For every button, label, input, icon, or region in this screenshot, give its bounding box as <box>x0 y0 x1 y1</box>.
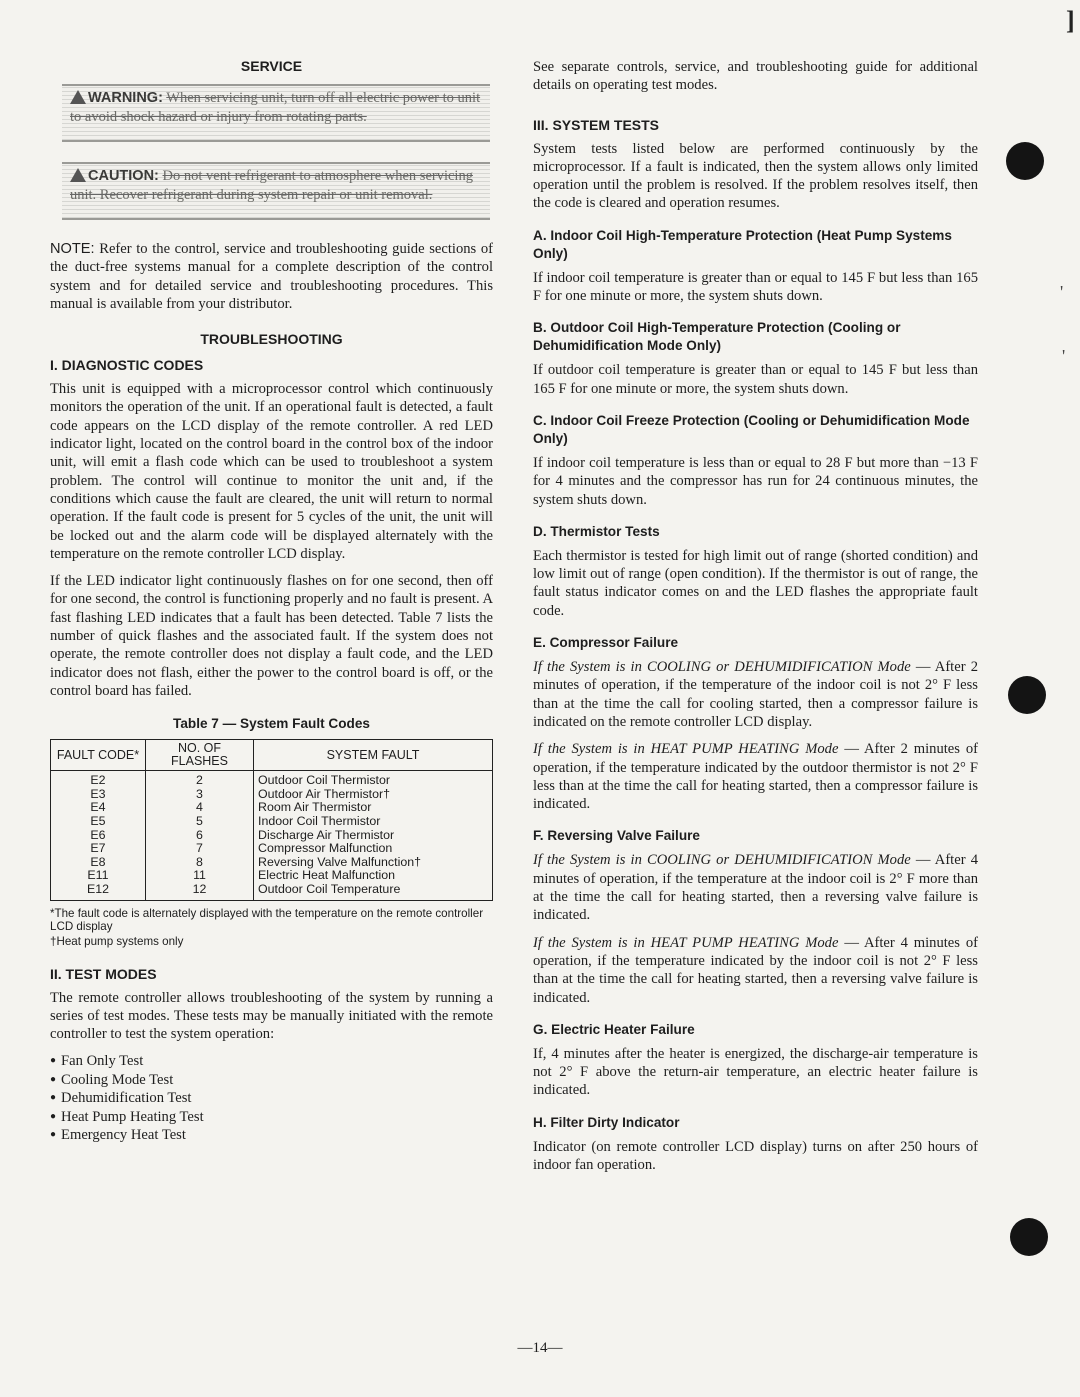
table-row <box>51 842 493 856</box>
note-text: Refer to the control, service and troubleshooting guide sections of the duct-free systems manual for a complete description of the control system and for detailed service and troubleshooting procedures. This manual is available from your distributor. <box>50 241 493 312</box>
test-mode-list <box>50 1052 493 1145</box>
cell-flashes: 8 <box>146 856 254 870</box>
cell-code: E4 <box>51 801 146 815</box>
header-system-fault: SYSTEM FAULT <box>254 740 493 771</box>
section-e-paragraph-2 <box>533 740 978 813</box>
cell-code: E7 <box>51 842 146 856</box>
cell-fault: Outdoor Coil Thermistor <box>254 771 493 788</box>
cell-code: E6 <box>51 829 146 843</box>
test-modes-heading: II. TEST MODES <box>50 965 157 982</box>
diagnostic-paragraph-2: If the LED indicator light continuously flashes on for one second, then off for one second, the control is functioning properly and no fault is present. A fast flashing LED indicates that a fault has been detected. Table 7 lists the number of quick flashes and the associated fault. If the system does not operate, the remote controller does not display a fault code, and the LED indicator does not flash, either the power to the control board is off, or the control board has failed. <box>50 573 493 699</box>
cell-code: E8 <box>51 856 146 870</box>
warning-text: When servicing unit, turn off all electric power to unit to avoid shock hazard or injury from rotating parts. <box>70 90 481 125</box>
section-e-heating-lead: If the System is in HEAT PUMP HEATING Mode <box>533 741 839 758</box>
punch-hole-2 <box>1008 676 1046 714</box>
section-b-heading: B. Outdoor Coil High-Temperature Protection (Cooling or Dehumidification Mode Only) <box>533 320 901 354</box>
fault-codes-table <box>50 739 493 900</box>
section-f-paragraph-2 <box>533 934 978 1007</box>
cell-flashes: 12 <box>146 883 254 900</box>
punch-hole-1 <box>1006 142 1044 180</box>
list-item: ● Fan Only Test <box>50 1052 493 1071</box>
table-row <box>51 883 493 900</box>
cell-code: E12 <box>51 883 146 900</box>
cell-fault: Indoor Coil Thermistor <box>254 815 493 829</box>
section-e-heating-text: — After 2 minutes of operation, if the temperature indicated by the outdoor thermistor is not 2° F less than at the time the call for heating started, then a compressor failure is indicated. <box>533 741 978 813</box>
section-f-cooling-text: — After 4 minutes of operation, if the temperature at the indoor coil is 2° F more than at the time the call for heating started, then a reversing valve failure is indicated. <box>533 852 978 924</box>
cell-fault: Outdoor Coil Temperature <box>254 883 493 900</box>
cell-code: E3 <box>51 788 146 802</box>
diagnostic-codes-heading: I. DIAGNOSTIC CODES <box>50 357 204 374</box>
corner-mark: ] <box>1066 6 1075 35</box>
service-heading: SERVICE <box>240 58 303 74</box>
section-e-heading: E. Compressor Failure <box>533 635 679 651</box>
caution-text: Do not vent refrigerant to atmosphere when servicing unit. Recover refrigerant during system repair or unit removal. <box>70 168 473 203</box>
left-column <box>50 58 493 1145</box>
table-row <box>51 856 493 870</box>
table-footnote-2: †Heat pump systems only <box>50 934 184 948</box>
table-header-row <box>51 740 493 771</box>
section-g-heading: G. Electric Heater Failure <box>533 1021 695 1037</box>
list-item: ● Dehumidification Test <box>50 1089 493 1108</box>
section-b-paragraph: If outdoor coil temperature is greater than or equal to 145 F but less than 165 F for one minute or more, the system shuts down. <box>533 362 978 397</box>
section-h-heading: H. Filter Dirty Indicator <box>533 1114 680 1130</box>
cell-fault: Electric Heat Malfunction <box>254 869 493 883</box>
cell-fault: Room Air Thermistor <box>254 801 493 815</box>
table-footnote-1: *The fault code is alternately displayed with the temperature on the remote controller LCD display <box>50 906 484 933</box>
cell-fault: Reversing Valve Malfunction† <box>254 856 493 870</box>
intro-paragraph: See separate controls, service, and troubleshooting guide for additional details on operating test modes. <box>533 59 978 94</box>
cell-code: E11 <box>51 869 146 883</box>
table-title: Table 7 — System Fault Codes <box>173 716 370 732</box>
list-item: ● Emergency Heat Test <box>50 1126 493 1145</box>
right-column <box>533 58 978 1183</box>
cell-flashes: 6 <box>146 829 254 843</box>
page-number: —14— <box>517 1340 563 1356</box>
header-flashes: NO. OF FLASHES <box>146 740 254 771</box>
list-item: ● Heat Pump Heating Test <box>50 1108 493 1127</box>
punch-hole-3 <box>1010 1218 1048 1256</box>
margin-speck: ' <box>1062 346 1066 366</box>
cell-code: E2 <box>51 771 146 788</box>
warning-box <box>62 84 490 142</box>
section-c-heading: C. Indoor Coil Freeze Protection (Cooling or Dehumidification Mode Only) <box>533 412 970 446</box>
cell-fault: Discharge Air Thermistor <box>254 829 493 843</box>
section-f-heating-lead: If the System is in HEAT PUMP HEATING Mode <box>533 934 839 951</box>
section-c-paragraph: If indoor coil temperature is less than or equal to 28 F but more than −13 F for 4 minutes and the compressor has run for 24 continuous minutes, the system shuts down. <box>533 454 978 508</box>
diagnostic-paragraph-1: This unit is equipped with a microprocessor control which continuously monitors the operation of the unit. If an operational fault is detected, a fault code appears on the LCD display of the remote controller. A red LED indicator light, located on the control board in the control box of the indoor unit, will emit a flash code which can be used to troubleshoot a system problem. The control will continue to monitor the unit and, if the conditions which cause the fault are cleared, the unit will return to normal operation. If the fault code is present for 5 cycles of the unit, the unit will be locked out and the alarm code will be displayed alternately with the temperature on the remote controller LCD display. <box>50 381 493 562</box>
section-f-paragraph-1 <box>533 851 978 924</box>
cell-flashes: 11 <box>146 869 254 883</box>
table-row <box>51 815 493 829</box>
section-h-paragraph: Indicator (on remote controller LCD display) turns on after 250 hours of indoor fan operation. <box>533 1138 978 1173</box>
troubleshooting-heading: TROUBLESHOOTING <box>200 331 343 348</box>
header-fault-code: FAULT CODE* <box>51 740 146 771</box>
cell-flashes: 4 <box>146 801 254 815</box>
warning-label: WARNING: <box>88 90 163 106</box>
note-label: NOTE: <box>50 241 95 257</box>
section-e-cooling-lead: If the System is in COOLING or DEHUMIDIFICATION Mode <box>533 659 911 676</box>
section-f-heading: F. Reversing Valve Failure <box>533 828 700 844</box>
note-paragraph <box>50 240 493 313</box>
section-f-heating-text: — After 4 minutes of operation, if the temperature indicated by the indoor coil is not 2° F less than at the time the call for heating started, then a reversing valve failure is indicated. <box>533 934 978 1006</box>
system-tests-paragraph: System tests listed below are performed continuously by the microprocessor. If a fault is indicated, then the system allows only limited operation until the problem is resolved. If the problem resolves itself, then the code is cleared and operation resumes. <box>533 140 978 212</box>
cell-flashes: 7 <box>146 842 254 856</box>
section-a-heading: A. Indoor Coil High-Temperature Protection (Heat Pump Systems Only) <box>533 227 952 261</box>
cell-flashes: 5 <box>146 815 254 829</box>
table-row <box>51 788 493 802</box>
cell-flashes: 3 <box>146 788 254 802</box>
list-item: ● Cooling Mode Test <box>50 1071 493 1090</box>
warning-triangle-icon <box>70 90 86 104</box>
section-a-paragraph: If indoor coil temperature is greater than or equal to 145 F but less than 165 F for one minute or more, the system shuts down. <box>533 269 978 305</box>
section-e-paragraph-1 <box>533 658 978 731</box>
caution-label: CAUTION: <box>88 168 159 184</box>
caution-box <box>62 162 490 220</box>
table-row <box>51 801 493 815</box>
section-d-heading: D. Thermistor Tests <box>533 523 660 539</box>
test-modes-paragraph: The remote controller allows troubleshooting of the system by running a series of test modes. These tests may be manually initiated with the remote controller to test the system operation: <box>50 989 493 1043</box>
cell-code: E5 <box>51 815 146 829</box>
table-row <box>51 829 493 843</box>
section-e-cooling-text: — After 2 minutes of operation, if the temperature of the indoor coil is not 2° F less than at the time the call for cooling started, then a compressor failure is indicated on the remote controller LCD display. <box>533 659 978 730</box>
section-g-paragraph: If, 4 minutes after the heater is energized, the discharge-air temperature is not 2° F above the return-air temperature, an electric heater failure is indicated. <box>533 1045 978 1099</box>
section-f-cooling-lead: If the System is in COOLING or DEHUMIDIFICATION Mode <box>533 852 911 869</box>
system-tests-heading: III. SYSTEM TESTS <box>533 116 660 133</box>
cell-fault: Compressor Malfunction <box>254 842 493 856</box>
section-d-paragraph: Each thermistor is tested for high limit out of range (shorted condition) and low limit out of range (open condition). If the thermistor is out of range, the fault status indicator comes on and the LED flashes the appropriate fault code. <box>533 547 978 619</box>
cell-flashes: 2 <box>146 771 254 788</box>
margin-speck: ' <box>1060 282 1064 302</box>
caution-triangle-icon <box>70 168 86 182</box>
cell-fault: Outdoor Air Thermistor† <box>254 788 493 802</box>
table-row <box>51 771 493 788</box>
table-row <box>51 869 493 883</box>
